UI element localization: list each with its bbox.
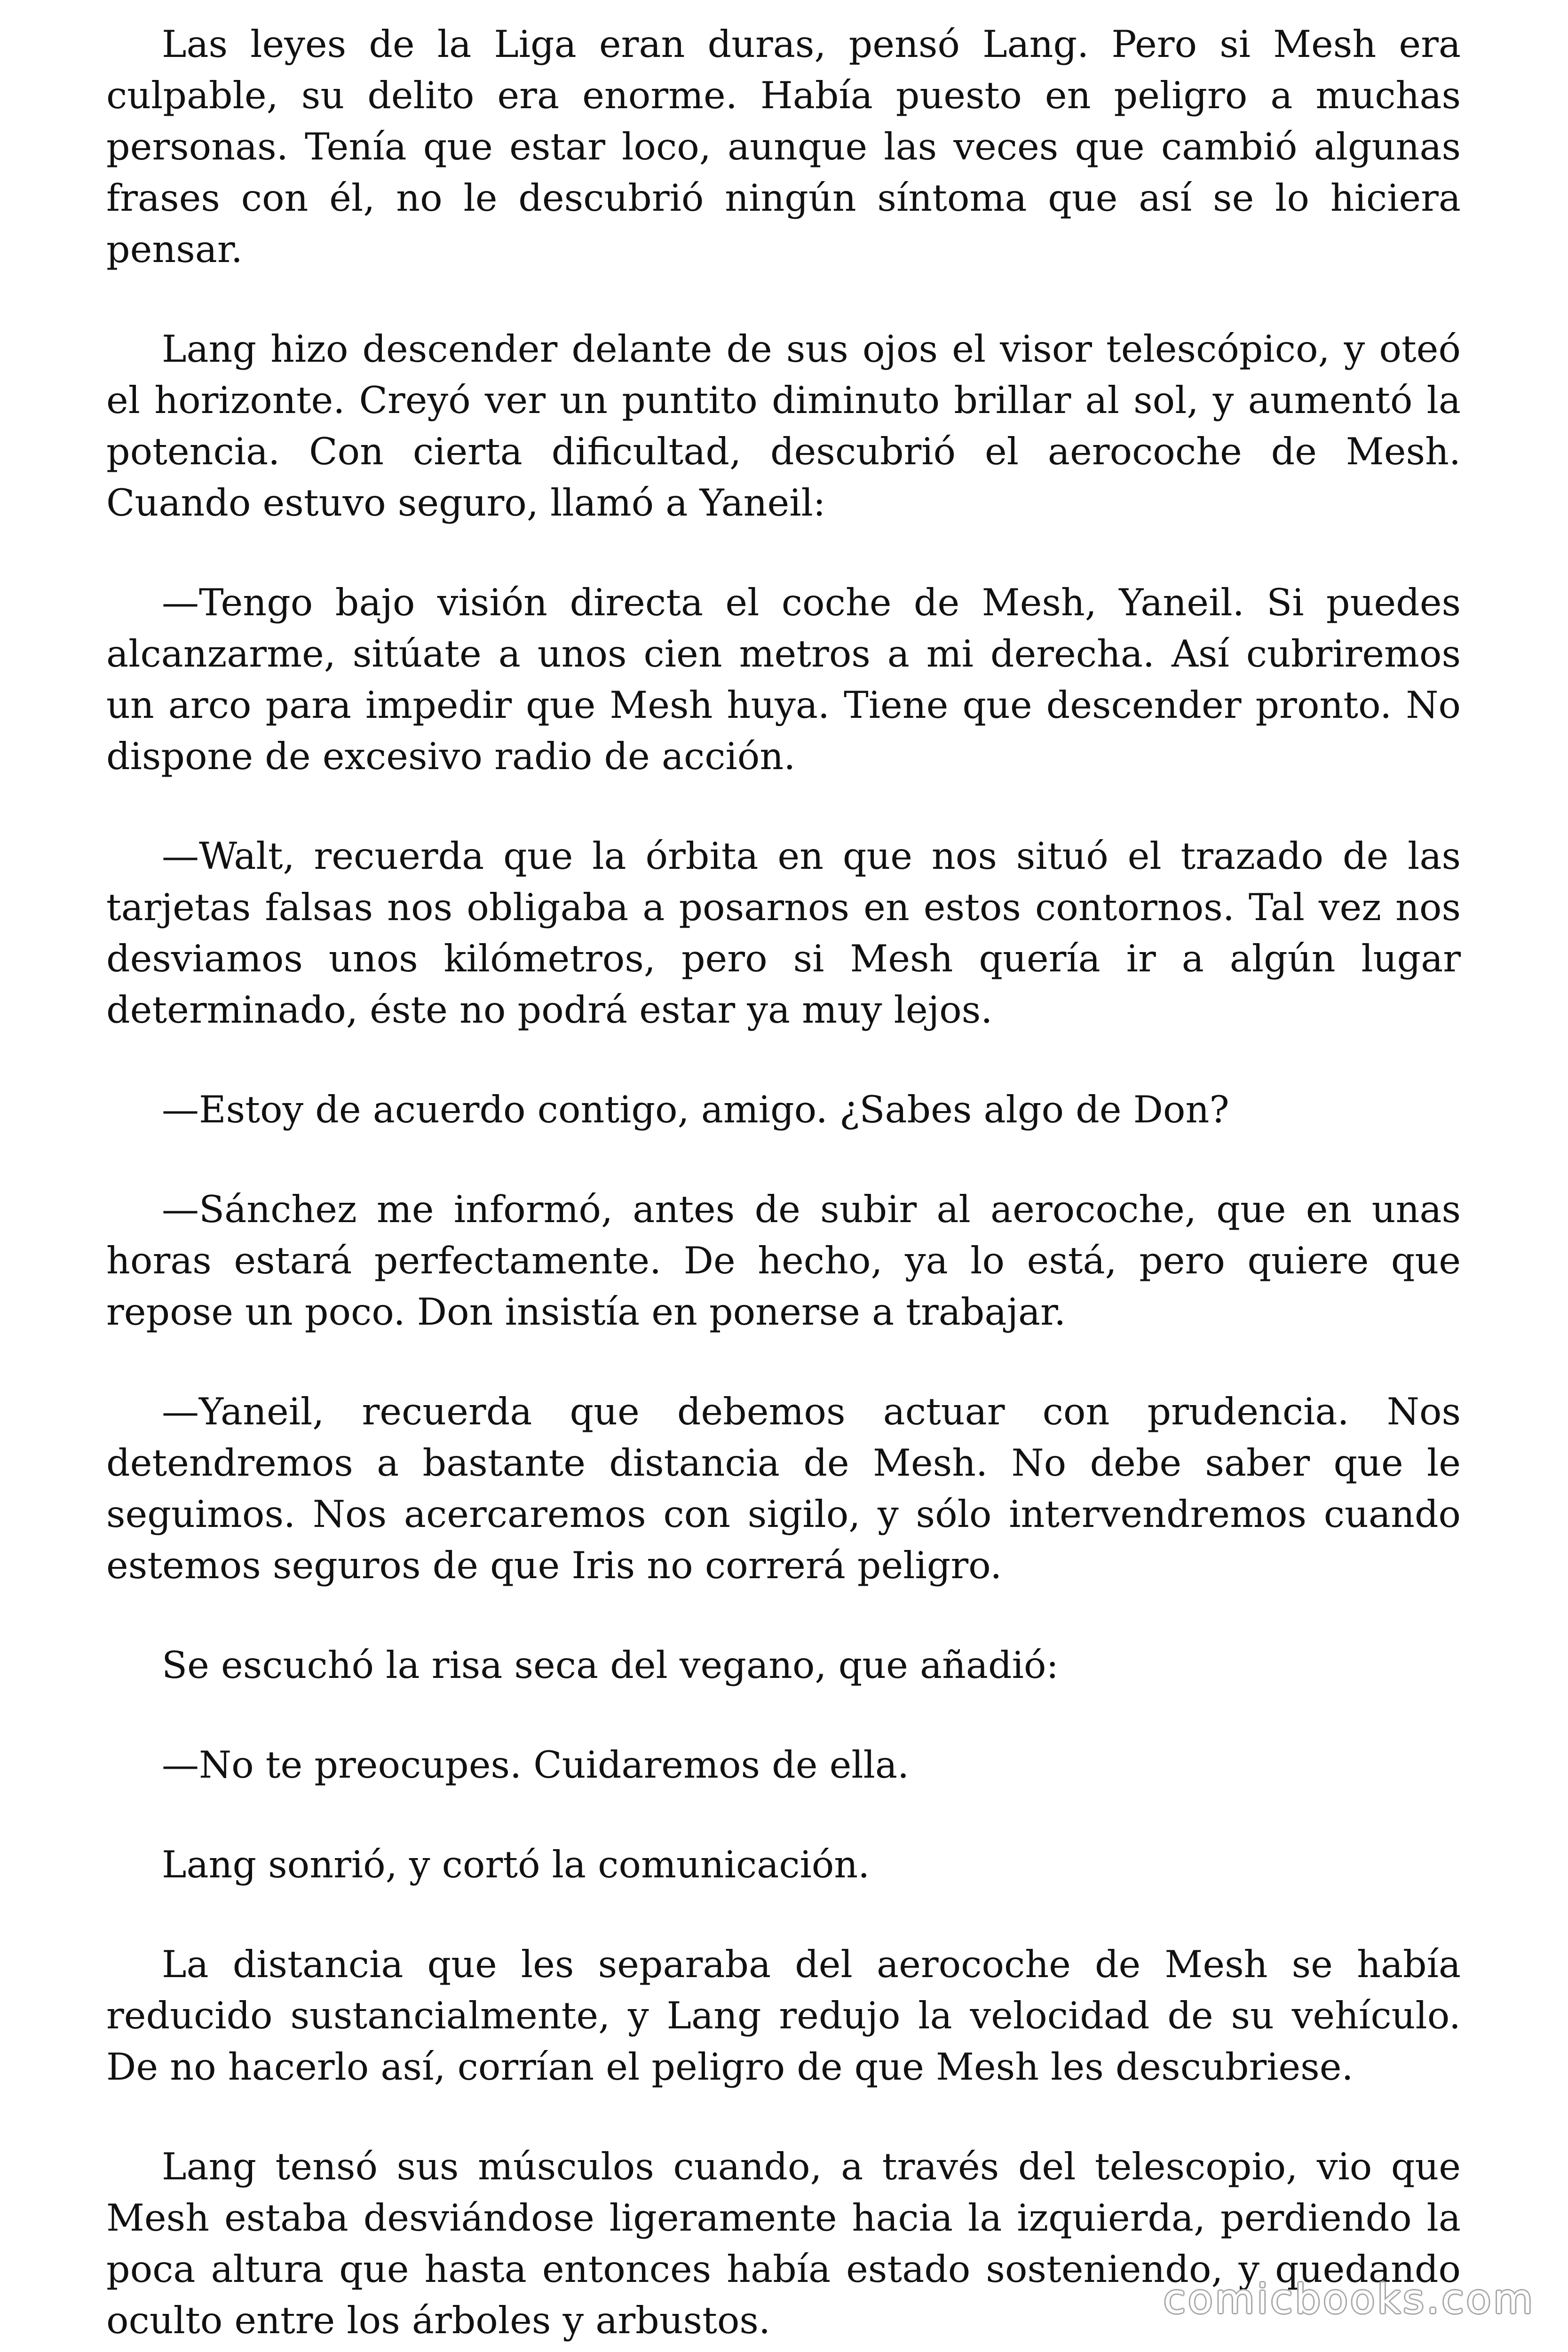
paragraph: Lang tensó sus músculos cuando, a través del telescopio, vio que Mesh estaba desviándose ligeramente hacia la izquierda, perdiendo la poca altura que hasta entonces había estado sosteniendo, y quedando oculto entre los árboles y arbustos. — [106, 2145, 1461, 2342]
paragraph: —Yaneil, recuerda que debemos actuar con prudencia. Nos detendremos a bastante distancia de Mesh. No debe saber que le seguimos. Nos acercaremos con sigilo, y sólo intervendremos cuando estemos seguros de que Iris no correrá peligro. — [106, 1390, 1461, 1587]
paragraph: —Sánchez me informó, antes de subir al aerocoche, que en unas horas estará perfectamente. De hecho, ya lo está, pero quiere que repose un poco. Don insistía en ponerse a trabajar. — [106, 1188, 1461, 1334]
paragraph: —Tengo bajo visión directa el coche de Mesh, Yaneil. Si puedes alcanzarme, sitúate a unos cien metros a mi derecha. Así cubriremos un arco para impedir que Mesh huya. Tiene que descender pronto. No dispone de excesivo radio de acción. — [106, 581, 1461, 778]
paragraph: Lang sonrió, y cortó la comunicación. — [162, 1843, 870, 1886]
paragraph: Se escuchó la risa seca del vegano, que añadió: — [162, 1644, 1059, 1687]
paragraph: Las leyes de la Liga eran duras, pensó Lang. Pero si Mesh era culpable, su delito era enorme. Había puesto en peligro a muchas personas. Tenía que estar loco, aunque las veces que cambió algunas frases con él, no le descubrió ningún síntoma que así se lo hiciera pensar. — [106, 23, 1461, 271]
paragraph: —Walt, recuerda que la órbita en que nos situó el trazado de las tarjetas falsas nos obligaba a posarnos en estos contornos. Tal vez nos desviamos unos kilómetros, pero si Mesh quería ir a algún lugar determinado, éste no podrá estar ya muy lejos. — [106, 834, 1461, 1032]
body-text — [106, 19, 1461, 2346]
paragraph: —No te preocupes. Cuidaremos de ella. — [162, 1743, 910, 1787]
paragraph: Lang hizo descender delante de sus ojos el visor telescópico, y oteó el horizonte. Creyó ver un puntito diminuto brillar al sol, y aumentó la potencia. Con cierta dificultad, descubrió el aerocoche de Mesh. Cuando estuvo seguro, llamó a Yaneil: — [106, 327, 1461, 524]
paragraph: La distancia que les separaba del aerocoche de Mesh se había reducido sustancialmente, y Lang redujo la velocidad de su vehículo. De no hacerlo así, corrían el peligro de que Mesh les descubriese. — [106, 1943, 1461, 2089]
paragraph: —Estoy de acuerdo contigo, amigo. ¿Sabes algo de Don? — [162, 1088, 1229, 1131]
watermark-text: comicbooks.com — [1163, 2276, 1535, 2323]
